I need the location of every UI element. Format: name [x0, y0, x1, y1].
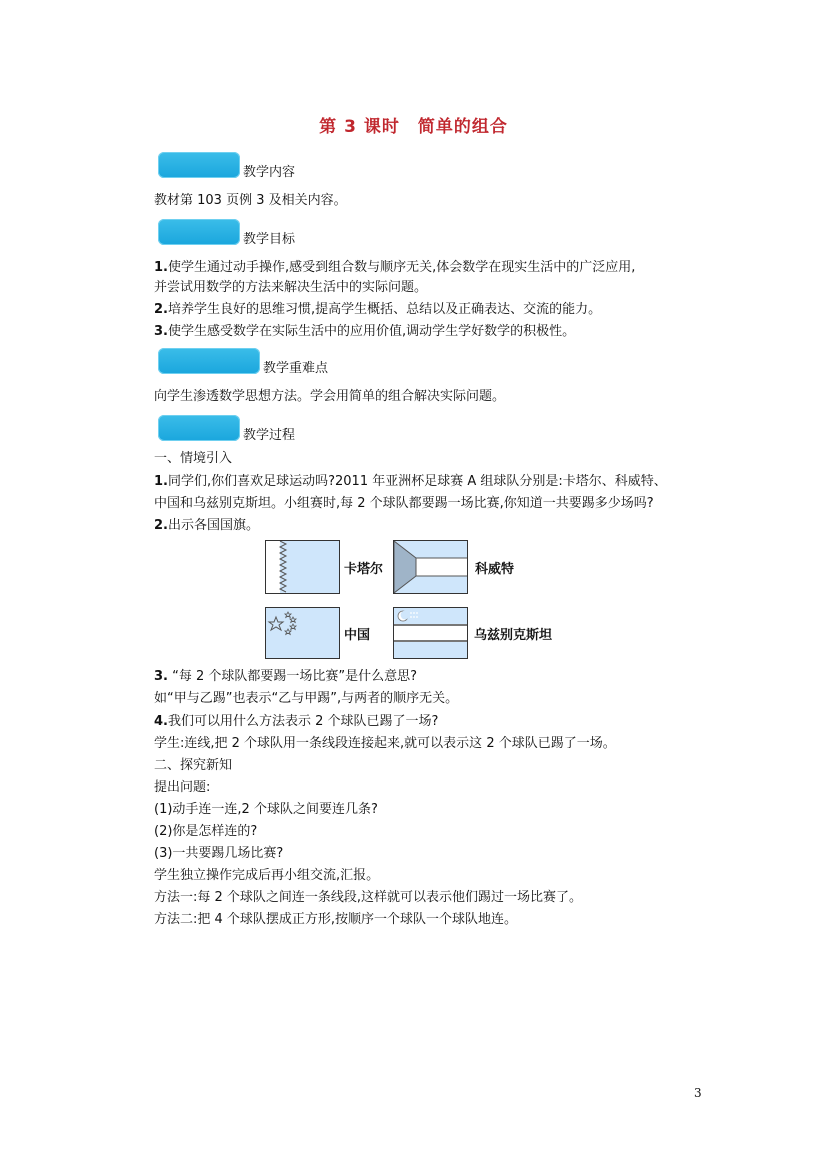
question-2: (2)你是怎样连的? [154, 824, 258, 839]
process-4 [154, 710, 438, 729]
kuwait-flag [393, 540, 468, 594]
process-2 [154, 514, 259, 533]
goal-1-line2: 并尝试用数学的方法来解决生活中的实际问题。 [154, 280, 428, 295]
flag-label-china: 中国 [344, 628, 371, 643]
section-title-process: 教学过程 [243, 428, 296, 443]
process-3 [154, 665, 417, 684]
flag-label-qatar: 卡塔尔 [344, 562, 384, 577]
section-title-content: 教学内容 [243, 165, 296, 180]
section-title-key-points: 教学重难点 [263, 361, 329, 376]
uzbekistan-flag-pattern [394, 608, 467, 658]
key-points-text: 向学生渗透数学思想方法。学会用简单的组合解决实际问题。 [154, 389, 506, 404]
page-number: 3 [694, 1086, 702, 1100]
section-badge-key-points [158, 348, 260, 374]
uzbekistan-flag [393, 607, 468, 659]
goal-1-text: 使学生通过动手操作,感受到组合数与顺序无关,体会数学在现实生活中的广泛应用, [167, 260, 636, 275]
operation-text: 学生独立操作完成后再小组交流,汇报。 [154, 868, 380, 883]
part1-heading: 一、情境引入 [154, 451, 233, 466]
process-1-number: 1. [154, 474, 168, 489]
qatar-flag [265, 540, 340, 594]
section-badge-process [158, 415, 240, 441]
process-4-answer: 学生:连线,把 2 个球队用一条线段连接起来,就可以表示这 2 个球队已踢了一场。 [154, 736, 616, 751]
kuwait-flag-pattern [394, 541, 467, 593]
method-2: 方法二:把 4 个球队摆成正方形,按顺序一个球队一个球队地连。 [154, 912, 518, 927]
process-1-line1 [154, 470, 667, 489]
goal-3 [154, 320, 575, 339]
content-text: 教材第 103 页例 3 及相关内容。 [154, 193, 347, 208]
process-3-number: 3. [154, 669, 168, 684]
process-1-text: 同学们,你们喜欢足球运动吗?2011 年亚洲杯足球赛 A 组球队分别是:卡塔尔、科威特、 [167, 474, 667, 489]
flag-label-kuwait: 科威特 [475, 562, 515, 577]
process-2-text: 出示各国国旗。 [167, 518, 259, 533]
process-4-number: 4. [154, 714, 168, 729]
goal-2-number: 2. [154, 302, 168, 317]
page-title: 第 3 课时 简单的组合 [319, 117, 508, 137]
question-3: (3)一共要踢几场比赛? [154, 846, 284, 861]
process-3-note: 如“甲与乙踢”也表示“乙与甲踢”,与两者的顺序无关。 [154, 691, 459, 706]
process-1-line2: 中国和乌兹别克斯坦。小组赛时,每 2 个球队都要踢一场比赛,你知道一共要踢多少场吗? [154, 496, 654, 511]
part2-heading: 二、探究新知 [154, 758, 233, 773]
flag-label-uzbekistan: 乌兹别克斯坦 [474, 628, 553, 643]
section-title-goals: 教学目标 [243, 232, 296, 247]
china-flag-stars [266, 608, 339, 658]
method-1: 方法一:每 2 个球队之间连一条线段,这样就可以表示他们踢过一场比赛了。 [154, 890, 583, 905]
process-2-number: 2. [154, 518, 168, 533]
section-badge-content [158, 152, 240, 178]
china-flag [265, 607, 340, 659]
goal-3-number: 3. [154, 324, 168, 339]
goal-2-text: 培养学生良好的思维习惯,提高学生概括、总结以及正确表达、交流的能力。 [167, 302, 602, 317]
goal-3-text: 使学生感受数学在实际生活中的应用价值,调动学生学好数学的积极性。 [167, 324, 576, 339]
section-badge-goals [158, 219, 240, 245]
qatar-flag-pattern [266, 541, 339, 593]
goal-1-number: 1. [154, 260, 168, 275]
goal-1-line1 [154, 256, 635, 275]
goal-2 [154, 298, 601, 317]
ask-heading: 提出问题: [154, 780, 211, 795]
question-1: (1)动手连一连,2 个球队之间要连几条? [154, 802, 378, 817]
process-3-text: “每 2 个球队都要踢一场比赛”是什么意思? [172, 669, 418, 684]
process-4-text: 我们可以用什么方法表示 2 个球队已踢了一场? [167, 714, 439, 729]
